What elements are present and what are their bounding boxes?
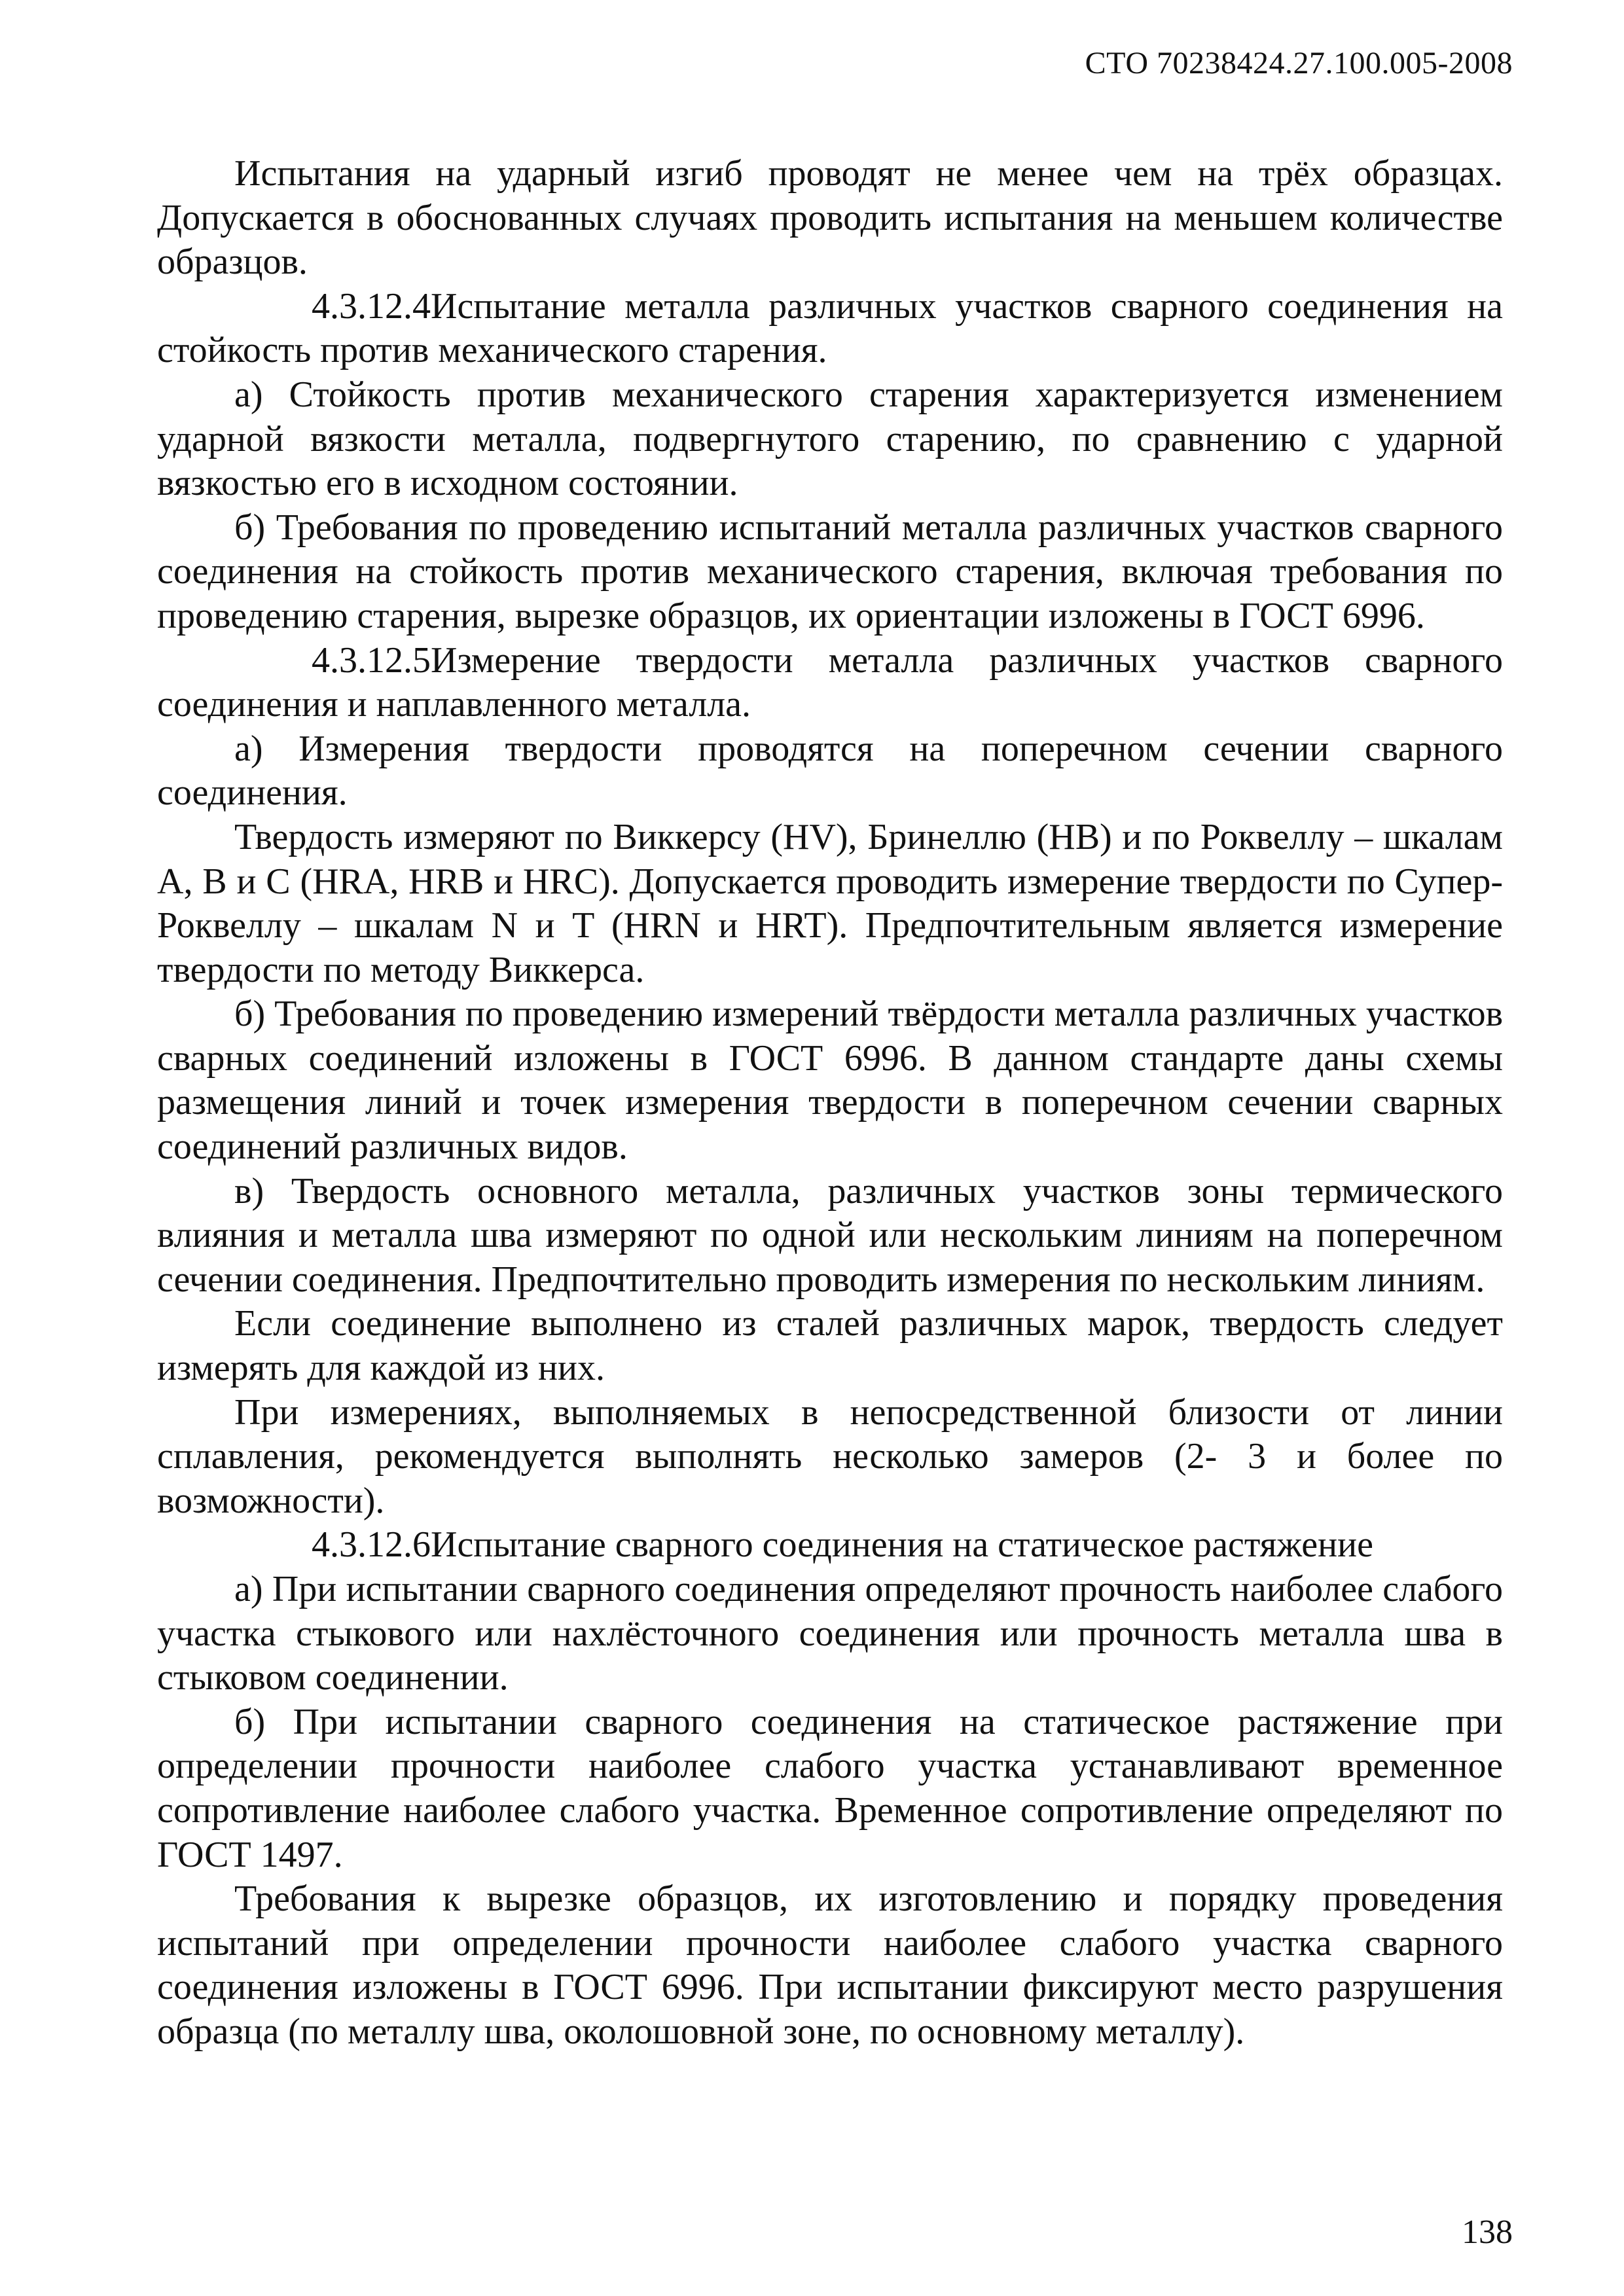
paragraph-text: а) При испытании сварного соединения определяют прочность наиболее слабого участка стыкового или нахлёсточного соединения или прочность металла шва в стыковом соединении. xyxy=(157,1569,1503,1698)
document-body xyxy=(157,152,1503,2054)
paragraph-text: б) Требования по проведению испытаний металла различных участков сварного соединения на стойкость против механического старения, включая требования по проведению старения, вырезке образцов, их ориентации изложены в ГОСТ 6996. xyxy=(157,507,1503,636)
paragraph-hardness-b xyxy=(157,992,1503,1169)
clause-number: 4.3.12.5 xyxy=(312,639,431,681)
paragraph-text: б) При испытании сварного соединения на статическое растяжение при определении прочности наиболее слабого участка устанавливают временное сопротивление наиболее слабого участка. Временное сопротивление определяют по ГОСТ 1497. xyxy=(157,1701,1503,1875)
paragraph-tension-b xyxy=(157,1700,1503,1877)
paragraph-hardness-c xyxy=(157,1170,1503,1302)
paragraph-text: Испытания на ударный изгиб проводят не менее чем на трёх образцах. Допускается в обоснованных случаях проводить испытания на меньшем количестве образцов. xyxy=(157,153,1503,283)
clause-number: 4.3.12.4 xyxy=(312,285,431,327)
clause-number: 4.3.12.6 xyxy=(312,1524,431,1566)
paragraph-text: б) Требования по проведению измерений твёрдости металла различных участков сварных соединений изложены в ГОСТ 6996. В данном стандарте даны схемы размещения линий и точек измерения твердости в поперечном сечении сварных соединений различных видов. xyxy=(157,994,1504,1168)
clause-4-3-12-5 xyxy=(157,639,1503,727)
paragraph-text: Требования к вырезке образцов, их изготовлению и порядку проведения испытаний при определении прочности наиболее слабого участка сварного соединения изложены в ГОСТ 6996. При испытании фиксируют место разрушения образца (по металлу шва, околошовной зоне, по основному металлу). xyxy=(157,1878,1503,2052)
paragraph-aging-b xyxy=(157,506,1503,639)
paragraph-text: в) Твердость основного металла, различных участков зоны термического влияния и металла шва измеряют по одной или нескольким линиям на поперечном сечении соединения. Предпочтительно проводить измерения по нескольким линиям. xyxy=(157,1170,1503,1300)
clause-4-3-12-4 xyxy=(157,285,1503,373)
paragraph-tension-a xyxy=(157,1568,1503,1700)
paragraph-hardness-scales xyxy=(157,816,1503,992)
paragraph-hardness-a xyxy=(157,727,1503,816)
paragraph-text: а) Измерения твердости проводятся на поперечном сечении сварного соединения. xyxy=(157,728,1503,814)
document-code-header: СТО 70238424.27.100.005-2008 xyxy=(1085,46,1513,81)
clause-title: Испытание металла различных участков сварного соединения на стойкость против механического старения. xyxy=(157,285,1503,371)
paragraph-text: Твердость измеряют по Виккерсу (HV), Бринеллю (HB) и по Роквеллу – шкалам А, В и С (HRA, HRB и HRC). Допускается проводить измерение твердости по Супер-Роквеллу – шкалам N и T (HRN и HRT). Предпочтительным является измерение твердости по методу Виккерса. xyxy=(157,816,1503,990)
paragraph-different-steels xyxy=(157,1302,1503,1390)
page-number: 138 xyxy=(1462,2214,1513,2251)
paragraph-specimen-requirements xyxy=(157,1877,1503,2054)
paragraph-aging-a xyxy=(157,373,1503,506)
clause-4-3-12-6 xyxy=(157,1523,1503,1568)
paragraph-impact-test-count xyxy=(157,152,1503,285)
clause-title: Измерение твердости металла различных участков сварного соединения и наплавленного металла. xyxy=(157,639,1503,725)
paragraph-text: При измерениях, выполняемых в непосредственной близости от линии сплавления, рекомендуется выполнять несколько замеров (2- 3 и более по возможности). xyxy=(157,1391,1503,1521)
paragraph-text: Если соединение выполнено из сталей различных марок, твердость следует измерять для каждой из них. xyxy=(157,1303,1503,1389)
clause-title: Испытание сварного соединения на статическое растяжение xyxy=(431,1524,1373,1566)
paragraph-text: а) Стойкость против механического старения характеризуется изменением ударной вязкости металла, подвергнутого старению, по сравнению с ударной вязкостью его в исходном состоянии. xyxy=(157,374,1503,504)
paragraph-fusion-line xyxy=(157,1391,1503,1524)
